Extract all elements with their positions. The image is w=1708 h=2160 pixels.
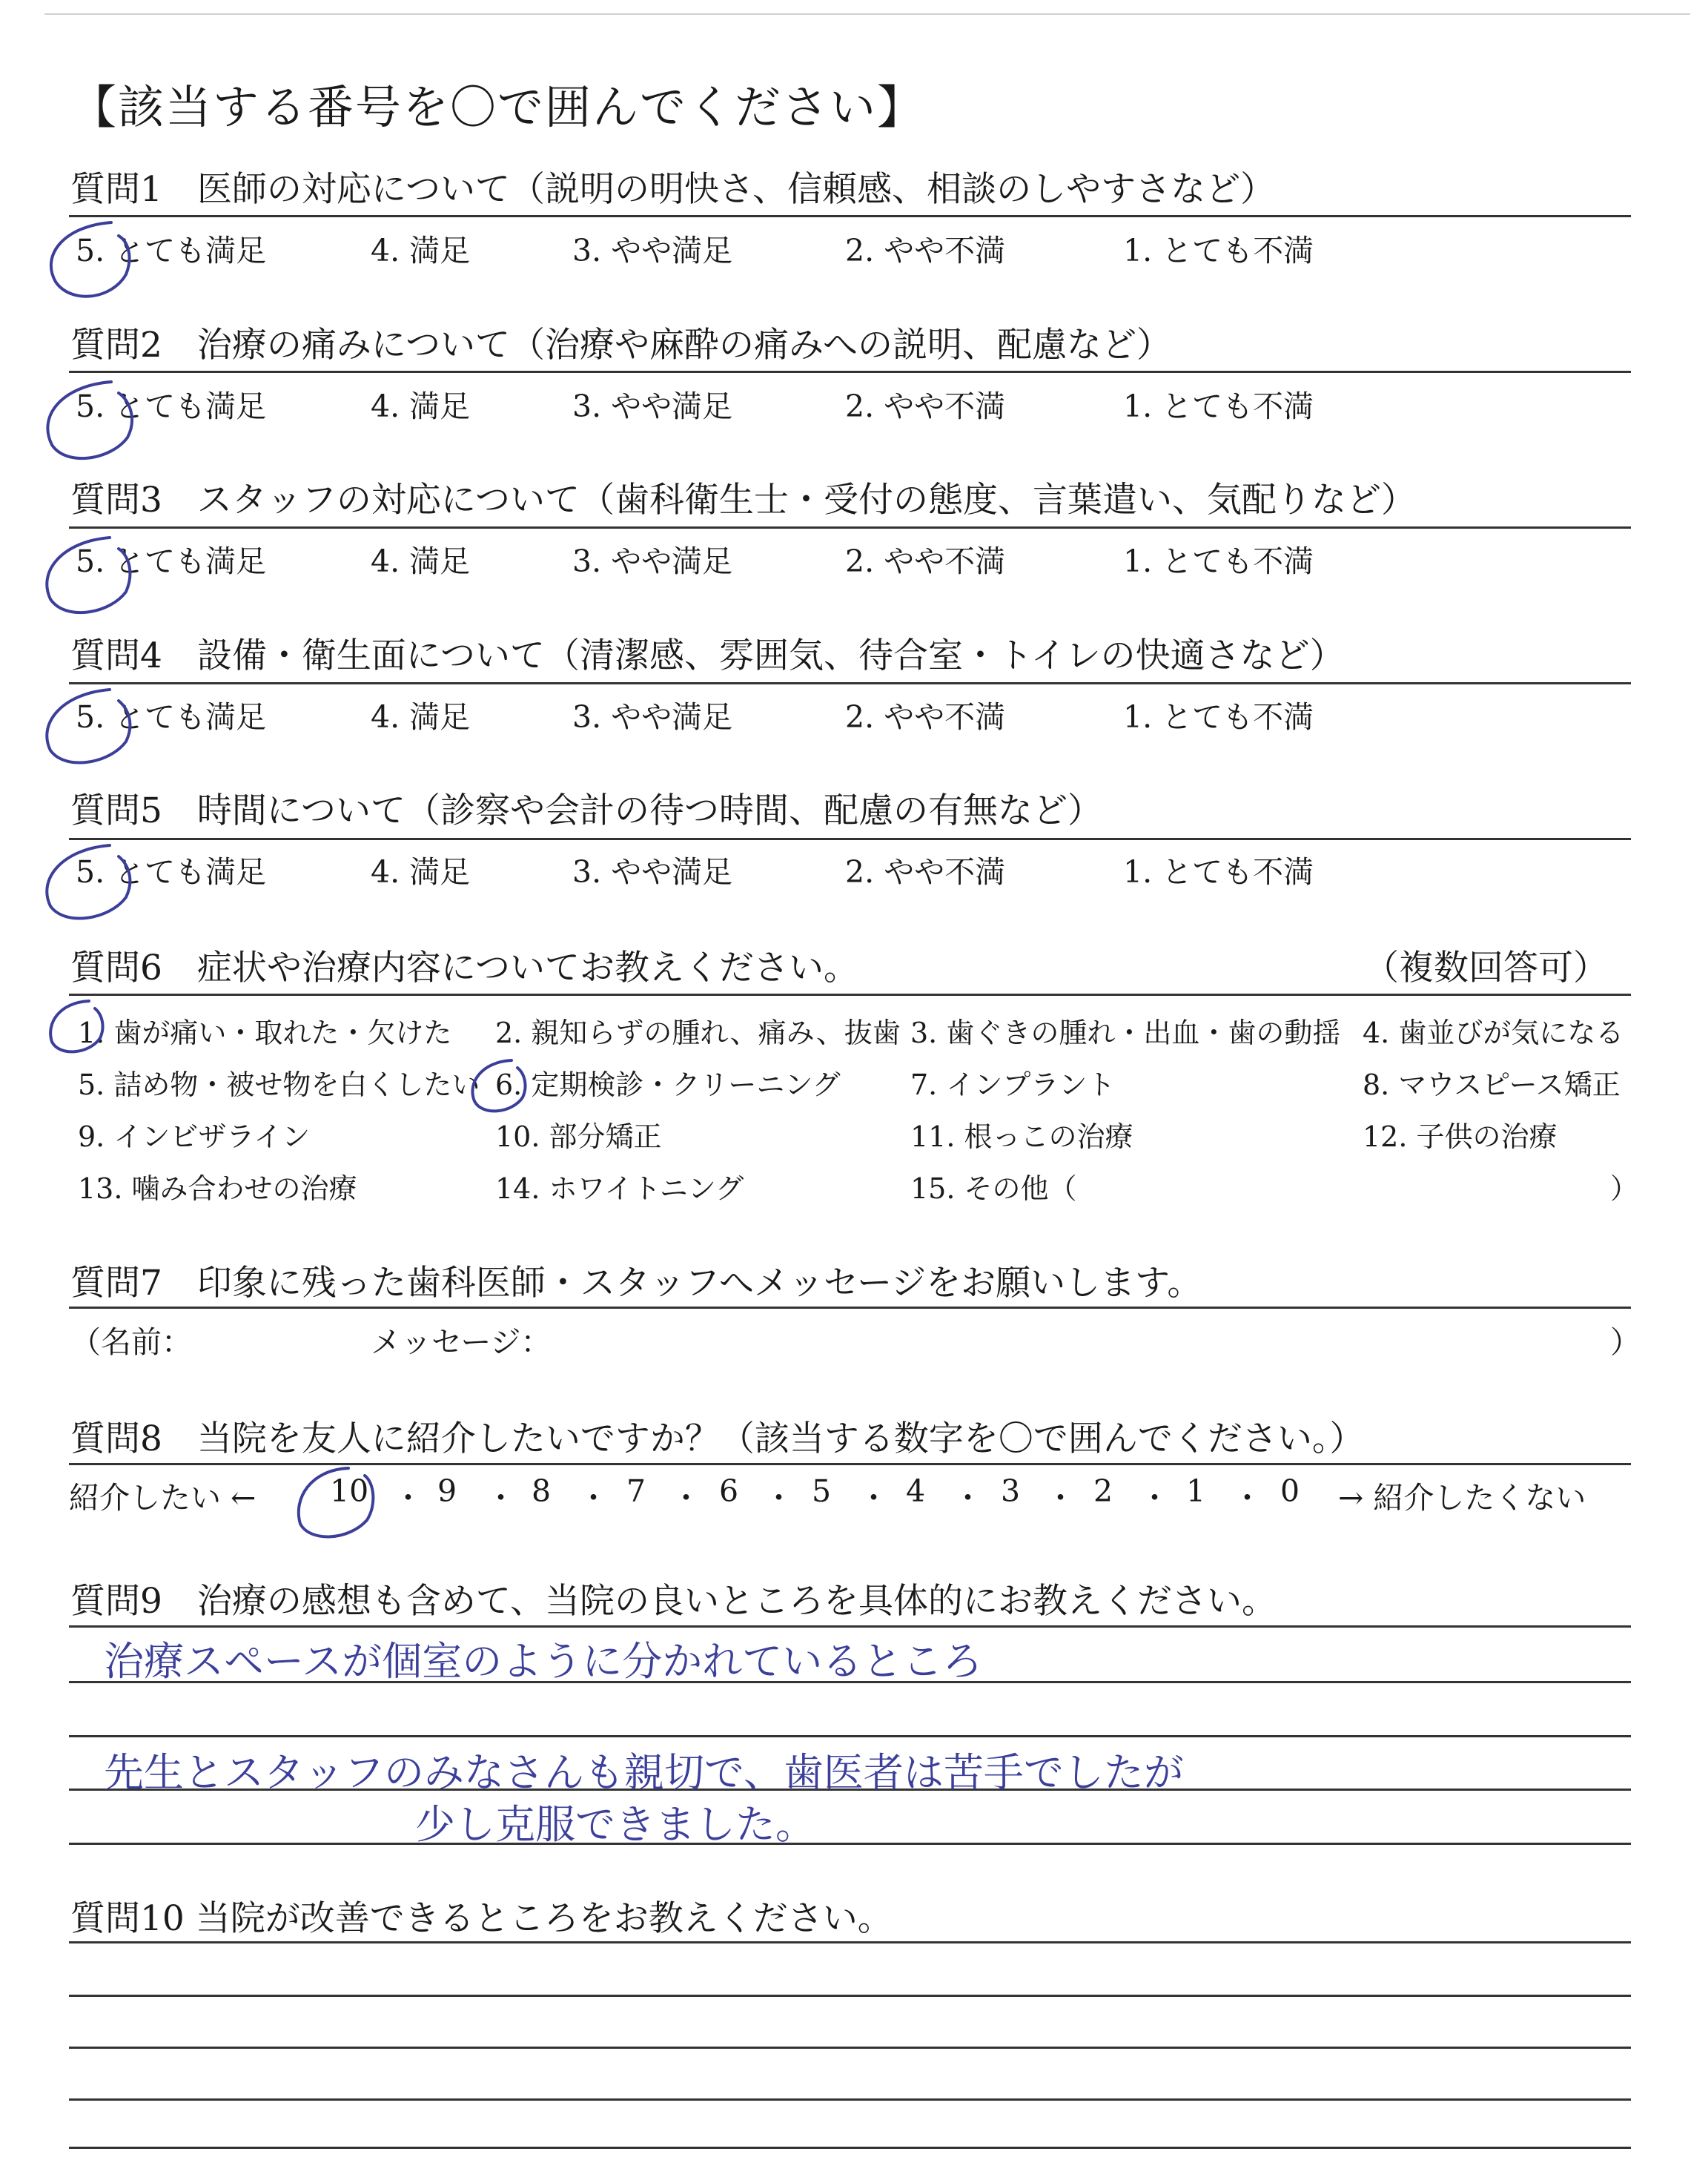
- q5-option-3[interactable]: 3. やや満足: [572, 854, 733, 890]
- q8-left-label: 紹介したい ←: [69, 1480, 256, 1516]
- q4-option-3[interactable]: 3. やや満足: [572, 699, 733, 735]
- question-8-rule: [69, 1463, 1631, 1465]
- question-2-title: 質問2 治療の痛みについて（治療や麻酔の痛みへの説明、配慮など）: [70, 325, 1172, 366]
- question-2-rule: [69, 371, 1631, 373]
- q1-option-5[interactable]: 5. とても満足: [76, 233, 267, 268]
- q8-scale-8[interactable]: 8: [532, 1473, 552, 1509]
- q6-option-9[interactable]: 9. インビザライン: [78, 1120, 311, 1153]
- q6-option-7[interactable]: 7. インプラント: [910, 1069, 1116, 1101]
- answer-line-7: [69, 2098, 1631, 2101]
- q5-option-5[interactable]: 5. とても満足: [76, 854, 267, 890]
- q7-message-label: メッセージ：: [371, 1324, 552, 1360]
- q2-option-3[interactable]: 3. やや満足: [572, 389, 733, 424]
- q1-option-1[interactable]: 1. とても不満: [1123, 233, 1314, 268]
- q5-option-4[interactable]: 4. 満足: [371, 854, 471, 890]
- question-7-title: 質問7 印象に残った歯科医師・スタッフへメッセージをお願いします。: [70, 1263, 1202, 1304]
- q8-scale-dot: ・: [1232, 1480, 1262, 1516]
- q8-scale-3[interactable]: 3: [1001, 1473, 1021, 1509]
- q8-scale-dot: ・: [393, 1480, 423, 1516]
- q8-scale-dot: ・: [953, 1480, 983, 1516]
- q4-option-5[interactable]: 5. とても満足: [76, 699, 267, 735]
- question-9-title: 質問9 治療の感想も含めて、当院の良いところを具体的にお教えください。: [70, 1581, 1277, 1622]
- question-5-title: 質問5 時間について（診察や会計の待つ時間、配慮の有無など）: [70, 790, 1102, 831]
- q7-close-paren: ）: [1610, 1324, 1641, 1360]
- answer-line-8: [69, 2147, 1631, 2149]
- q2-option-1[interactable]: 1. とても不満: [1123, 389, 1314, 424]
- q6-option-12[interactable]: 12. 子供の治療: [1363, 1120, 1558, 1153]
- q8-scale-dot: ・: [858, 1480, 889, 1516]
- q6-option-10[interactable]: 10. 部分矯正: [495, 1120, 662, 1153]
- q8-scale-dot: ・: [1139, 1480, 1170, 1516]
- q9-handwritten-line-3[interactable]: 少し克服できました。: [415, 1801, 815, 1848]
- question-8-title: 質問8 当院を友人に紹介したいですか？（該当する数字を〇で囲んでください。）: [70, 1418, 1365, 1459]
- q6-option-14[interactable]: 14. ホワイトニング: [495, 1172, 744, 1205]
- question-10-rule: [69, 1941, 1631, 1943]
- q6-option-15[interactable]: 15. その他（: [910, 1172, 1077, 1205]
- q6-option-11[interactable]: 11. 根っこの治療: [910, 1120, 1133, 1153]
- q6-other-close-paren: ）: [1610, 1172, 1639, 1205]
- question-10-title: 質問10 当院が改善できるところをお教えください。: [70, 1898, 893, 1939]
- q6-option-6[interactable]: 6. 定期検診・クリーニング: [495, 1069, 841, 1101]
- question-4-title: 質問4 設備・衛生面について（清潔感、雰囲気、待合室・トイレの快適さなど）: [70, 635, 1345, 676]
- question-6-note: （複数回答可）: [1364, 948, 1608, 988]
- question-3-title: 質問3 スタッフの対応について（歯科衛生士・受付の態度、言葉遣い、気配りなど）: [70, 480, 1416, 521]
- question-9-rule: [69, 1625, 1631, 1628]
- q4-option-1[interactable]: 1. とても不満: [1123, 699, 1314, 735]
- question-1-title: 質問1 医師の対応について（説明の明快さ、信頼感、相談のしやすさなど）: [70, 169, 1276, 210]
- q3-option-5[interactable]: 5. とても満足: [76, 544, 267, 579]
- question-5-rule: [69, 838, 1631, 840]
- q8-scale-6[interactable]: 6: [719, 1473, 739, 1509]
- q3-option-1[interactable]: 1. とても不満: [1123, 544, 1314, 579]
- q4-option-2[interactable]: 2. やや不満: [845, 699, 1006, 735]
- q8-right-label: → 紹介したくない: [1338, 1480, 1586, 1516]
- q4-option-4[interactable]: 4. 満足: [371, 699, 471, 735]
- q5-option-2[interactable]: 2. やや不満: [845, 854, 1006, 890]
- q1-option-2[interactable]: 2. やや不満: [845, 233, 1006, 268]
- q1-option-3[interactable]: 3. やや満足: [572, 233, 733, 268]
- q9-handwritten-line-2[interactable]: 先生とスタッフのみなさんも親切で、歯医者は苦手でしたが: [104, 1749, 1184, 1796]
- q8-scale-dot: ・: [671, 1480, 701, 1516]
- q9-handwritten-line-1[interactable]: 治療スペースが個室のように分かれているところ: [104, 1638, 983, 1685]
- scan-edge-line: [44, 13, 1690, 15]
- q6-option-4[interactable]: 4. 歯並びが気になる: [1363, 1017, 1624, 1049]
- question-7-rule: [69, 1307, 1631, 1309]
- q8-scale-4[interactable]: 4: [906, 1473, 926, 1509]
- answer-line-4: [69, 1843, 1631, 1845]
- q8-scale-2[interactable]: 2: [1093, 1473, 1113, 1509]
- q3-option-2[interactable]: 2. やや不満: [845, 544, 1006, 579]
- q6-option-13[interactable]: 13. 噛み合わせの治療: [78, 1172, 357, 1205]
- q8-scale-10[interactable]: 10: [330, 1473, 369, 1509]
- q7-name-label: （名前：: [70, 1324, 192, 1360]
- q2-option-2[interactable]: 2. やや不満: [845, 389, 1006, 424]
- q5-option-1[interactable]: 1. とても不満: [1123, 854, 1314, 890]
- q3-option-3[interactable]: 3. やや満足: [572, 544, 733, 579]
- answer-line-6: [69, 2047, 1631, 2049]
- q3-option-4[interactable]: 4. 満足: [371, 544, 471, 579]
- question-1-rule: [69, 215, 1631, 217]
- form-title: 【該当する番号を〇で囲んでください】: [70, 80, 925, 134]
- q8-scale-dot: ・: [486, 1480, 516, 1516]
- q8-scale-5[interactable]: 5: [812, 1473, 832, 1509]
- question-3-rule: [69, 526, 1631, 529]
- q6-option-8[interactable]: 8. マウスピース矯正: [1363, 1069, 1621, 1101]
- q8-scale-1[interactable]: 1: [1186, 1473, 1206, 1509]
- question-6-title: 質問6 症状や治療内容についてお教えください。: [70, 948, 858, 988]
- answer-line-2: [69, 1735, 1631, 1737]
- q6-option-1[interactable]: 1. 歯が痛い・取れた・欠けた: [78, 1017, 452, 1049]
- question-4-rule: [69, 682, 1631, 684]
- q2-option-4[interactable]: 4. 満足: [371, 389, 471, 424]
- q8-scale-7[interactable]: 7: [626, 1473, 646, 1509]
- q6-option-2[interactable]: 2. 親知らずの腫れ、痛み、抜歯: [495, 1017, 901, 1049]
- q8-scale-0[interactable]: 0: [1280, 1473, 1300, 1509]
- q6-option-5[interactable]: 5. 詰め物・被せ物を白くしたい: [78, 1069, 480, 1101]
- q8-scale-9[interactable]: 9: [437, 1473, 457, 1509]
- q2-option-5[interactable]: 5. とても満足: [76, 389, 267, 424]
- question-6-rule: [69, 994, 1631, 996]
- q8-scale-dot: ・: [764, 1480, 794, 1516]
- q1-option-4[interactable]: 4. 満足: [371, 233, 471, 268]
- q8-scale-dot: ・: [578, 1480, 609, 1516]
- q6-option-3[interactable]: 3. 歯ぐきの腫れ・出血・歯の動揺: [910, 1017, 1341, 1049]
- answer-line-5: [69, 1995, 1631, 1997]
- q8-scale-dot: ・: [1045, 1480, 1076, 1516]
